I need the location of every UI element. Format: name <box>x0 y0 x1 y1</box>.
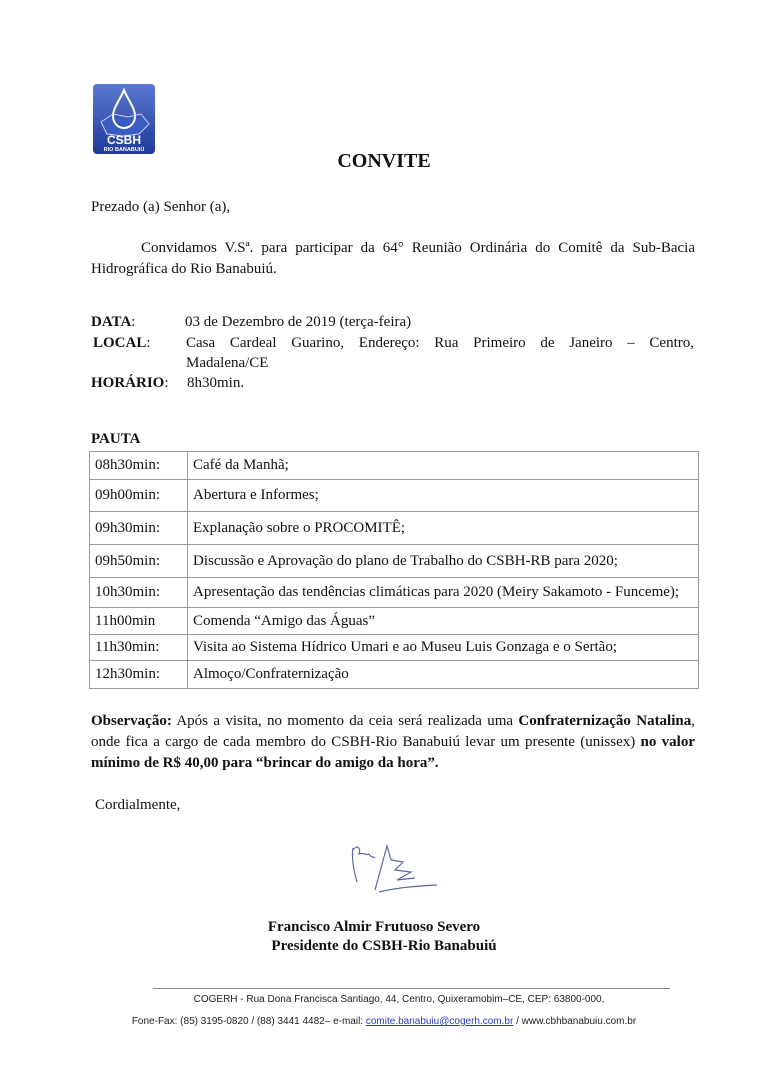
pauta-row <box>90 608 699 635</box>
pauta-item: Discussão e Aprovação do plano de Trabalho do CSBH-RB para 2020; <box>188 545 699 578</box>
pauta-item: Visita ao Sistema Hídrico Umari e ao Museu Luis Gonzaga e o Sertão; <box>188 635 699 661</box>
pauta-item: Comenda “Amigo das Águas” <box>188 608 699 635</box>
csbh-logo <box>93 84 155 154</box>
pauta-time: 08h30min: <box>90 452 188 480</box>
pauta-time: 10h30min: <box>90 578 188 608</box>
pauta-item: Almoço/Confraternização <box>188 661 699 689</box>
footer-address: COGERH - Rua Dona Francisca Santiago, 44, Centro, Quixeramobim–CE, CEP: 63800-000, <box>193 994 605 1005</box>
pauta-item: Apresentação das tendências climáticas para 2020 (Meiry Sakamoto - Funceme); <box>188 578 699 608</box>
date-value: 03 de Dezembro de 2019 (terça-feira) <box>185 314 412 330</box>
pauta-row <box>90 452 699 480</box>
pauta-item: Café da Manhã; <box>188 452 699 480</box>
pauta-heading: PAUTA <box>91 431 141 447</box>
local-value-line2: Madalena/CE <box>186 355 269 371</box>
pauta-item: Explanação sobre o PROCOMITÊ; <box>188 512 699 545</box>
pauta-row <box>90 661 699 689</box>
pauta-time: 11h30min: <box>90 635 188 661</box>
signer-role: Presidente do CSBH-Rio Banabuiú <box>271 938 497 954</box>
date-row: DATA: <box>91 314 136 330</box>
intro-paragraph: Convidamos V.Sª. para participar da 64° Reunião Ordinária do Comitê da Sub-Bacia Hidrográfica do Rio Banabuiú. <box>91 240 695 277</box>
footer-divider <box>153 988 670 989</box>
closing: Cordialmente, <box>95 797 181 813</box>
local-value-line1: Casa Cardeal Guarino, Endereço: Rua Primeiro de Janeiro – Centro, <box>186 335 694 351</box>
pauta-table <box>89 451 699 689</box>
pauta-time: 09h00min: <box>90 480 188 512</box>
email-link[interactable]: comite.banabuiu@cogerh.com.br <box>365 1016 514 1027</box>
pauta-row <box>90 545 699 578</box>
pauta-time: 09h50min: <box>90 545 188 578</box>
pauta-row <box>90 480 699 512</box>
signer-name: Francisco Almir Frutuoso Severo <box>267 919 481 935</box>
time-label: HORÁRIO <box>91 375 165 391</box>
document-title: CONVITE <box>337 150 431 172</box>
footer-contact: Fone-Fax: (85) 3195-0820 / (88) 3441 4482– e-mail: comite.banabuiu@cogerh.com.br / www.cbhbanabuiu.com.br <box>131 1016 637 1027</box>
local-label: LOCAL <box>93 335 147 351</box>
time-row: HORÁRIO: <box>91 375 169 391</box>
logo-name: CSBH <box>106 133 142 147</box>
pauta-time: 11h00min <box>90 608 188 635</box>
pauta-time: 09h30min: <box>90 512 188 545</box>
observation-label: Observação: <box>91 713 172 729</box>
pauta-row <box>90 578 699 608</box>
pauta-time: 12h30min: <box>90 661 188 689</box>
local-row: LOCAL: <box>93 335 151 351</box>
observation-paragraph: Observação: Após a visita, no momento da ceia será realizada uma Confraternização Natalina, onde fica a cargo de cada membro do CSBH-Rio Banabuiú levar um presente (unissex) no valor mínimo de R$ 40,00 para “brincar do amigo da hora”. <box>91 713 695 771</box>
time-value: 8h30min. <box>187 375 245 391</box>
greeting: Prezado (a) Senhor (a), <box>91 199 231 215</box>
signer-block <box>0 918 768 956</box>
logo-subtitle: RIO BANABUIÚ <box>103 147 145 153</box>
signature-image <box>345 840 440 900</box>
pauta-row <box>90 635 699 661</box>
pauta-item: Abertura e Informes; <box>188 480 699 512</box>
date-label: DATA <box>91 314 132 330</box>
pauta-row <box>90 512 699 545</box>
